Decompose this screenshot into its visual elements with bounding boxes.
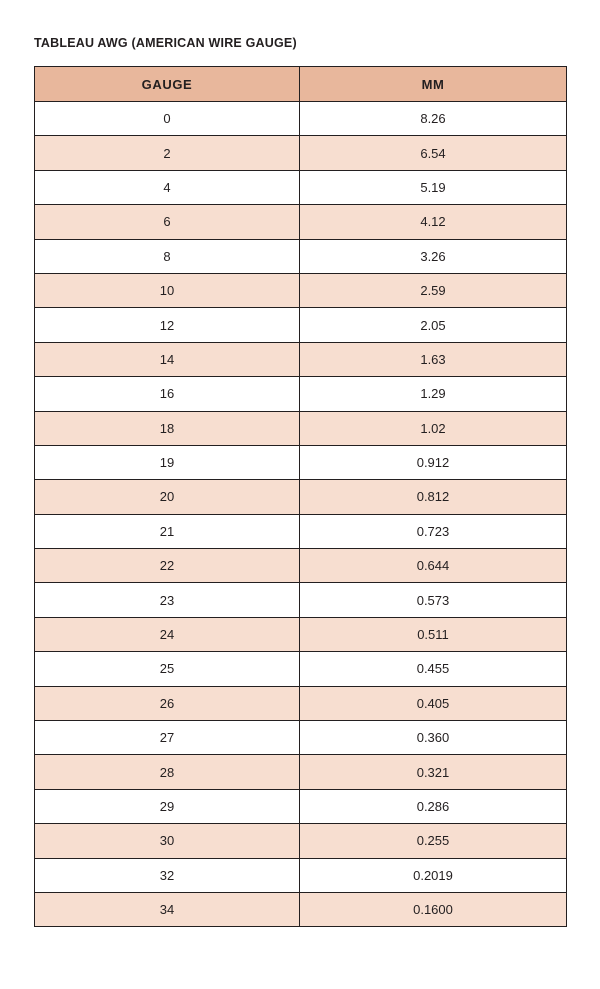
table-row — [35, 652, 567, 686]
table-row — [35, 445, 567, 479]
table-row — [35, 721, 567, 755]
cell-gauge: 6 — [35, 205, 300, 239]
cell-gauge: 14 — [35, 342, 300, 376]
table-row — [35, 102, 567, 136]
cell-mm: 6.54 — [300, 136, 567, 170]
cell-gauge: 34 — [35, 892, 300, 926]
awg-table — [34, 66, 567, 927]
cell-mm: 3.26 — [300, 239, 567, 273]
cell-gauge: 10 — [35, 273, 300, 307]
cell-gauge: 26 — [35, 686, 300, 720]
table-header — [35, 67, 567, 102]
cell-mm: 0.286 — [300, 789, 567, 823]
cell-gauge: 25 — [35, 652, 300, 686]
cell-mm: 0.511 — [300, 617, 567, 651]
cell-gauge: 27 — [35, 721, 300, 755]
table-row — [35, 342, 567, 376]
cell-mm: 0.723 — [300, 514, 567, 548]
table-row — [35, 583, 567, 617]
table-row — [35, 411, 567, 445]
table-row — [35, 308, 567, 342]
table-row — [35, 377, 567, 411]
table-row — [35, 789, 567, 823]
cell-mm: 0.321 — [300, 755, 567, 789]
cell-gauge: 0 — [35, 102, 300, 136]
document-page — [0, 36, 600, 989]
table-row — [35, 136, 567, 170]
cell-gauge: 2 — [35, 136, 300, 170]
cell-mm: 5.19 — [300, 170, 567, 204]
cell-mm: 0.2019 — [300, 858, 567, 892]
cell-mm: 0.1600 — [300, 892, 567, 926]
cell-mm: 4.12 — [300, 205, 567, 239]
cell-gauge: 28 — [35, 755, 300, 789]
cell-gauge: 30 — [35, 824, 300, 858]
cell-gauge: 4 — [35, 170, 300, 204]
page-title: TABLEAU AWG (AMERICAN WIRE GAUGE) — [34, 36, 297, 50]
cell-mm: 8.26 — [300, 102, 567, 136]
cell-gauge: 22 — [35, 549, 300, 583]
cell-mm: 1.02 — [300, 411, 567, 445]
cell-mm: 1.63 — [300, 342, 567, 376]
table-row — [35, 824, 567, 858]
table-row — [35, 858, 567, 892]
table-row — [35, 239, 567, 273]
cell-gauge: 21 — [35, 514, 300, 548]
table-row — [35, 617, 567, 651]
cell-mm: 0.255 — [300, 824, 567, 858]
table-row — [35, 205, 567, 239]
cell-gauge: 23 — [35, 583, 300, 617]
cell-mm: 2.05 — [300, 308, 567, 342]
cell-gauge: 19 — [35, 445, 300, 479]
cell-gauge: 24 — [35, 617, 300, 651]
table-row — [35, 892, 567, 926]
cell-gauge: 8 — [35, 239, 300, 273]
cell-mm: 0.455 — [300, 652, 567, 686]
cell-mm: 0.360 — [300, 721, 567, 755]
cell-mm: 1.29 — [300, 377, 567, 411]
table-row — [35, 755, 567, 789]
cell-mm: 2.59 — [300, 273, 567, 307]
awg-table-container — [34, 66, 566, 927]
cell-gauge: 32 — [35, 858, 300, 892]
table-row — [35, 686, 567, 720]
table-body — [35, 102, 567, 927]
cell-gauge: 29 — [35, 789, 300, 823]
table-row — [35, 549, 567, 583]
cell-gauge: 16 — [35, 377, 300, 411]
column-header-mm: MM — [300, 67, 567, 102]
cell-mm: 0.405 — [300, 686, 567, 720]
table-header-row — [35, 67, 567, 102]
cell-mm: 0.912 — [300, 445, 567, 479]
cell-gauge: 18 — [35, 411, 300, 445]
cell-mm: 0.573 — [300, 583, 567, 617]
cell-gauge: 12 — [35, 308, 300, 342]
table-row — [35, 480, 567, 514]
table-row — [35, 273, 567, 307]
table-row — [35, 170, 567, 204]
table-row — [35, 514, 567, 548]
cell-mm: 0.644 — [300, 549, 567, 583]
column-header-gauge: GAUGE — [35, 67, 300, 102]
cell-gauge: 20 — [35, 480, 300, 514]
cell-mm: 0.812 — [300, 480, 567, 514]
